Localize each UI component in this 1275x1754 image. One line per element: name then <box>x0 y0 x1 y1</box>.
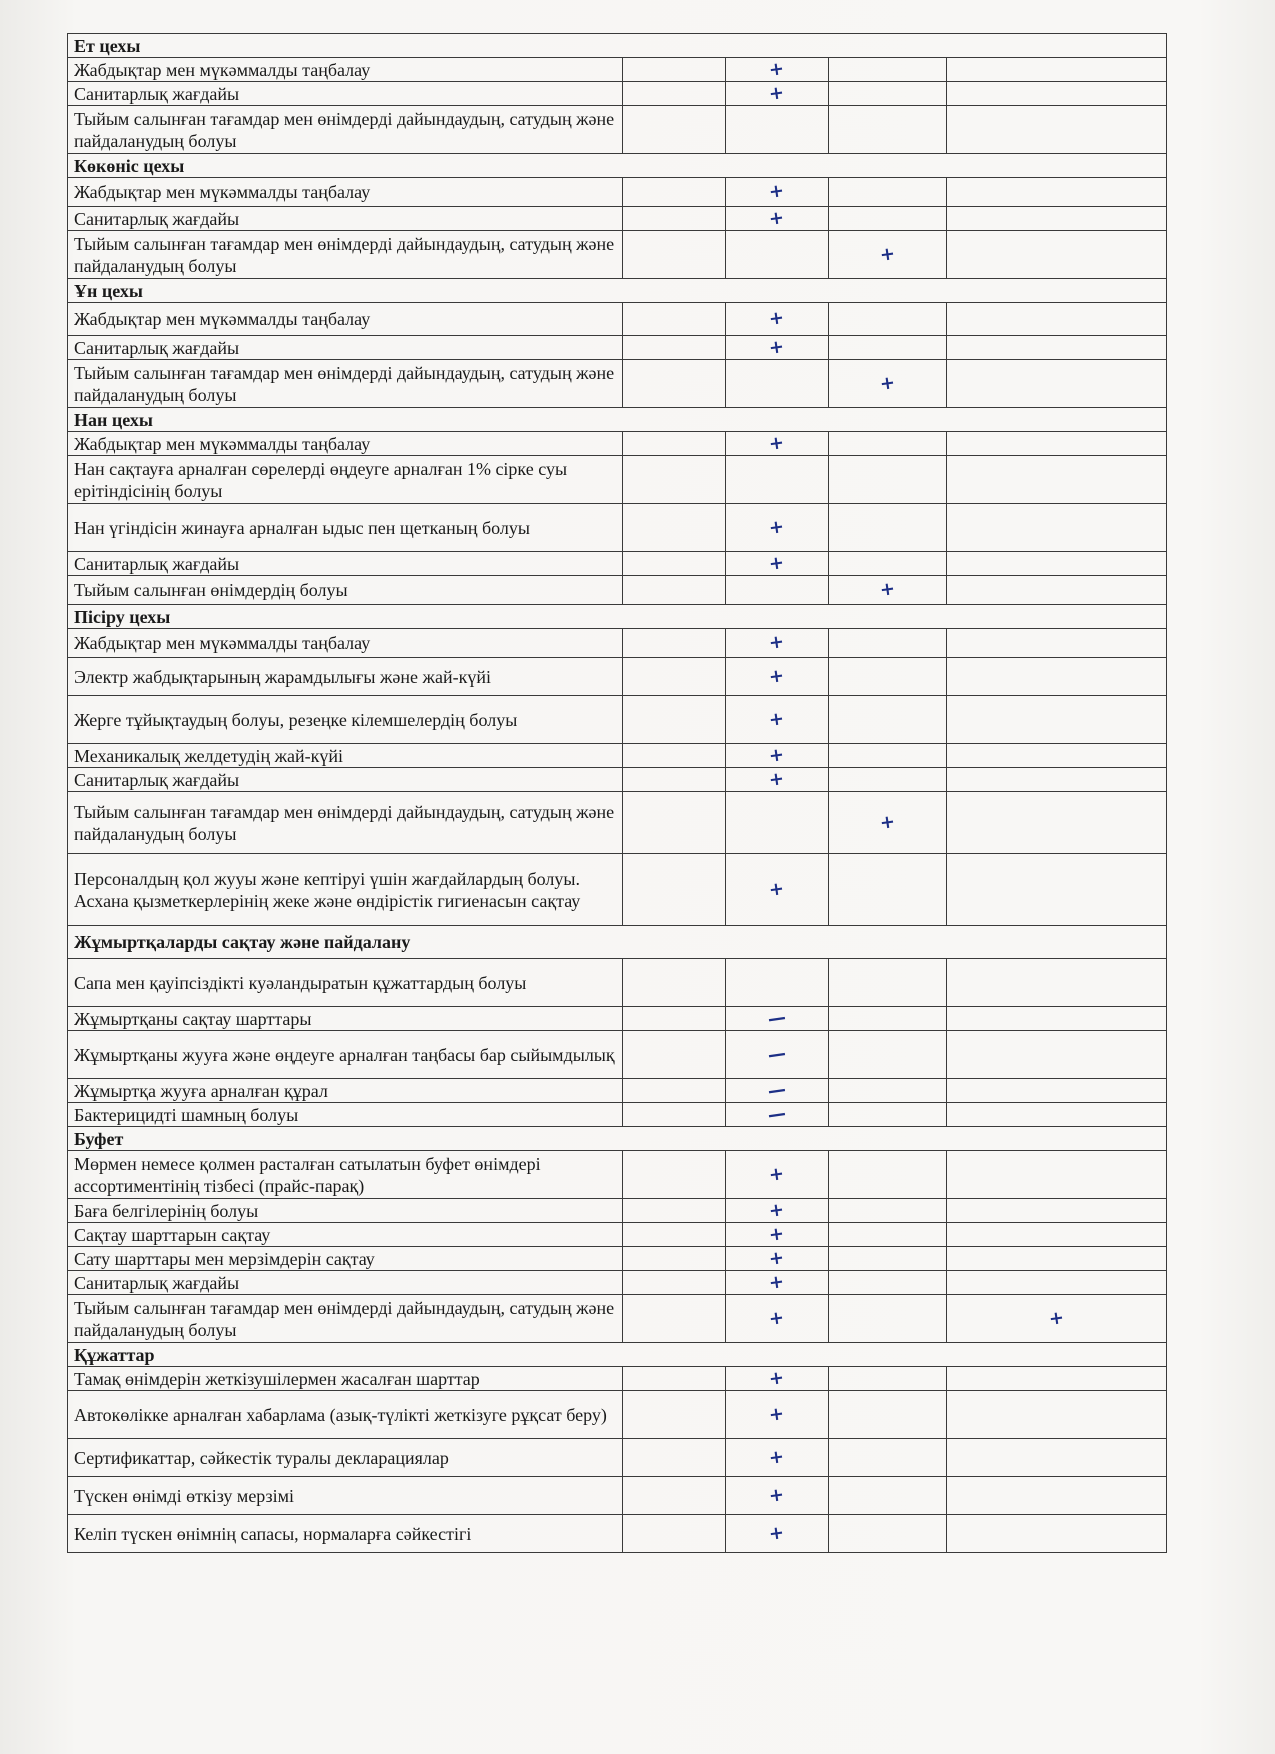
criterion-label: Жұмыртқа жууға арналған құрал <box>68 1079 623 1103</box>
checklist-row <box>68 696 1167 744</box>
mark-cell <box>726 1391 829 1439</box>
criterion-label: Тамақ өнімдерін жеткізушілермен жасалған шарттар <box>68 1367 623 1391</box>
mark-cell <box>726 1199 829 1223</box>
mark-cell <box>947 629 1167 658</box>
mark-cell <box>829 1103 947 1127</box>
mark-cell <box>829 303 947 336</box>
checklist-row <box>68 1007 1167 1031</box>
mark-cell <box>947 456 1167 504</box>
mark-cell <box>829 106 947 154</box>
mark-cell <box>947 58 1167 82</box>
handwritten-mark: + <box>767 1246 786 1270</box>
mark-cell <box>829 1079 947 1103</box>
mark-cell <box>947 959 1167 1007</box>
criterion-label: Жабдықтар мен мүкәммалды таңбалау <box>68 303 623 336</box>
mark-cell <box>829 576 947 605</box>
criterion-label: Келіп түскен өнімнің сапасы, нормаларға сәйкестігі <box>68 1515 623 1553</box>
mark-cell <box>947 854 1167 926</box>
mark-cell <box>726 303 829 336</box>
mark-cell <box>726 629 829 658</box>
handwritten-mark: + <box>767 1222 786 1246</box>
checklist-row <box>68 58 1167 82</box>
mark-cell <box>726 360 829 408</box>
mark-cell <box>829 432 947 456</box>
mark-cell <box>829 959 947 1007</box>
checklist-row <box>68 1477 1167 1515</box>
mark-cell <box>947 207 1167 231</box>
mark-cell <box>947 1199 1167 1223</box>
mark-cell <box>829 1199 947 1223</box>
criterion-label: Сақтау шарттарын сақтау <box>68 1223 623 1247</box>
handwritten-mark: + <box>767 631 786 654</box>
handwritten-mark: + <box>767 1483 786 1507</box>
criterion-label: Тыйым салынған тағамдар мен өнімдерді дайындаудың, сатудың және пайдаланудың болуы <box>68 360 623 408</box>
criterion-label: Санитарлық жағдайы <box>68 1271 623 1295</box>
mark-cell <box>829 629 947 658</box>
checklist-row <box>68 1079 1167 1103</box>
criterion-label: Тыйым салынған тағамдар мен өнімдерді дайындаудың, сатудың және пайдаланудың болуы <box>68 1295 623 1343</box>
checklist-row <box>68 629 1167 658</box>
mark-cell <box>726 1271 829 1295</box>
mark-cell <box>947 1439 1167 1477</box>
handwritten-mark: + <box>767 1198 786 1222</box>
criterion-label: Жабдықтар мен мүкәммалды таңбалау <box>68 629 623 658</box>
mark-cell <box>726 1031 829 1079</box>
mark-cell <box>726 1515 829 1553</box>
criterion-label: Жұмыртқаны сақтау шарттары <box>68 1007 623 1031</box>
mark-cell <box>623 629 726 658</box>
checklist-row <box>68 1247 1167 1271</box>
criterion-label: Тыйым салынған өнімдердің болуы <box>68 576 623 605</box>
mark-cell <box>623 58 726 82</box>
mark-cell <box>623 768 726 792</box>
mark-cell <box>829 1247 947 1271</box>
mark-cell <box>623 1199 726 1223</box>
mark-cell <box>829 1271 947 1295</box>
section-header-row <box>68 926 1167 959</box>
mark-cell <box>947 1007 1167 1031</box>
mark-cell <box>623 1515 726 1553</box>
checklist-row <box>68 231 1167 279</box>
mark-cell <box>623 303 726 336</box>
checklist-row <box>68 1295 1167 1343</box>
mark-cell <box>623 1295 726 1343</box>
mark-cell <box>623 1007 726 1031</box>
mark-cell <box>623 576 726 605</box>
mark-cell <box>623 1367 726 1391</box>
mark-cell <box>623 1439 726 1477</box>
checklist-row <box>68 336 1167 360</box>
handwritten-mark: — <box>766 1102 788 1126</box>
section-header-row <box>68 154 1167 178</box>
checklist-row <box>68 360 1167 408</box>
criterion-label: Тыйым салынған тағамдар мен өнімдерді дайындаудың, сатудың және пайдаланудың болуы <box>68 231 623 279</box>
mark-cell <box>623 1031 726 1079</box>
handwritten-mark: + <box>767 551 786 575</box>
mark-cell <box>947 1151 1167 1199</box>
mark-cell <box>947 1515 1167 1553</box>
section-title: Нан цехы <box>68 408 1167 432</box>
criterion-label: Баға белгілерінің болуы <box>68 1199 623 1223</box>
checklist-row <box>68 959 1167 1007</box>
mark-cell <box>623 1151 726 1199</box>
section-title: Пісіру цехы <box>68 605 1167 629</box>
mark-cell <box>623 82 726 106</box>
mark-cell <box>947 576 1167 605</box>
mark-cell <box>829 768 947 792</box>
mark-cell <box>947 1103 1167 1127</box>
handwritten-mark: + <box>767 1162 786 1186</box>
criterion-label: Санитарлық жағдайы <box>68 336 623 360</box>
handwritten-mark: + <box>767 877 786 901</box>
criterion-label: Бактерицидті шамның болуы <box>68 1103 623 1127</box>
checklist-row <box>68 106 1167 154</box>
checklist-row <box>68 1439 1167 1477</box>
mark-cell <box>947 1391 1167 1439</box>
mark-cell <box>947 178 1167 207</box>
mark-cell <box>947 1247 1167 1271</box>
criterion-label: Нан сақтауға арналған сөрелерді өңдеуге арналған 1% сірке суы ерітіндісінің болуы <box>68 456 623 504</box>
mark-cell <box>947 360 1167 408</box>
mark-cell <box>623 1477 726 1515</box>
checklist-row <box>68 658 1167 696</box>
mark-cell <box>623 360 726 408</box>
handwritten-mark: + <box>767 707 786 731</box>
mark-cell <box>726 207 829 231</box>
mark-cell <box>829 1391 947 1439</box>
mark-cell <box>829 658 947 696</box>
mark-cell <box>829 1295 947 1343</box>
criterion-label: Сапа мен қауіпсіздікті куәландыратын құжаттардың болуы <box>68 959 623 1007</box>
inspection-checklist-table <box>67 33 1167 1553</box>
criterion-label: Жабдықтар мен мүкәммалды таңбалау <box>68 58 623 82</box>
mark-cell <box>829 360 947 408</box>
mark-cell <box>829 1439 947 1477</box>
mark-cell <box>726 744 829 768</box>
mark-cell <box>947 336 1167 360</box>
handwritten-mark: + <box>767 743 786 767</box>
mark-cell <box>829 504 947 552</box>
mark-cell <box>726 1295 829 1343</box>
checklist-row <box>68 178 1167 207</box>
mark-cell <box>623 336 726 360</box>
section-title: Буфет <box>68 1127 1167 1151</box>
mark-cell <box>623 231 726 279</box>
mark-cell <box>829 1223 947 1247</box>
criterion-label: Санитарлық жағдайы <box>68 82 623 106</box>
mark-cell <box>623 744 726 768</box>
mark-cell <box>829 336 947 360</box>
criterion-label: Санитарлық жағдайы <box>68 207 623 231</box>
mark-cell <box>726 82 829 106</box>
section-title: Құжаттар <box>68 1343 1167 1367</box>
checklist-row <box>68 303 1167 336</box>
handwritten-mark: + <box>1047 1306 1066 1330</box>
section-header-row <box>68 279 1167 303</box>
checklist-row <box>68 1367 1167 1391</box>
mark-cell <box>947 231 1167 279</box>
mark-cell <box>947 744 1167 768</box>
mark-cell <box>829 696 947 744</box>
mark-cell <box>623 1079 726 1103</box>
handwritten-mark: + <box>878 242 897 266</box>
handwritten-mark: + <box>767 180 786 203</box>
handwritten-mark: + <box>767 1366 786 1390</box>
criterion-label: Нан үгіндісін жинауға арналған ыдыс пен щетканың болуы <box>68 504 623 552</box>
handwritten-mark: + <box>767 1445 786 1469</box>
checklist-row <box>68 744 1167 768</box>
criterion-label: Жабдықтар мен мүкәммалды таңбалау <box>68 432 623 456</box>
mark-cell <box>726 504 829 552</box>
mark-cell <box>623 456 726 504</box>
checklist-row <box>68 1223 1167 1247</box>
mark-cell <box>947 552 1167 576</box>
checklist-row <box>68 1515 1167 1553</box>
mark-cell <box>947 1223 1167 1247</box>
mark-cell <box>623 1271 726 1295</box>
criterion-label: Санитарлық жағдайы <box>68 552 623 576</box>
criterion-label: Санитарлық жағдайы <box>68 768 623 792</box>
mark-cell <box>726 1477 829 1515</box>
mark-cell <box>829 82 947 106</box>
mark-cell <box>726 432 829 456</box>
mark-cell <box>623 696 726 744</box>
handwritten-mark: + <box>767 206 786 230</box>
mark-cell <box>623 432 726 456</box>
mark-cell <box>726 696 829 744</box>
mark-cell <box>623 106 726 154</box>
mark-cell <box>726 1247 829 1271</box>
section-header-row <box>68 605 1167 629</box>
mark-cell <box>829 207 947 231</box>
mark-cell <box>947 1295 1167 1343</box>
mark-cell <box>623 658 726 696</box>
checklist-row <box>68 207 1167 231</box>
mark-cell <box>947 504 1167 552</box>
mark-cell <box>829 1007 947 1031</box>
handwritten-mark: + <box>767 1402 786 1426</box>
mark-cell <box>726 959 829 1007</box>
mark-cell <box>726 1367 829 1391</box>
mark-cell <box>829 1151 947 1199</box>
mark-cell <box>947 303 1167 336</box>
criterion-label: Мөрмен немесе қолмен расталған сатылатын буфет өнімдері ассортиментінің тізбесі (прайс-парақ) <box>68 1151 623 1199</box>
criterion-label: Механикалық желдетудің жай-күйі <box>68 744 623 768</box>
criterion-label: Электр жабдықтарының жарамдылығы және жай-күйі <box>68 658 623 696</box>
mark-cell <box>726 768 829 792</box>
handwritten-mark: + <box>767 335 786 359</box>
mark-cell <box>829 1031 947 1079</box>
handwritten-mark: + <box>767 1306 786 1330</box>
mark-cell <box>726 58 829 82</box>
checklist-row <box>68 456 1167 504</box>
mark-cell <box>829 231 947 279</box>
mark-cell <box>726 1007 829 1031</box>
mark-cell <box>623 792 726 854</box>
mark-cell <box>726 106 829 154</box>
checklist-row <box>68 432 1167 456</box>
section-header-row <box>68 34 1167 58</box>
mark-cell <box>726 178 829 207</box>
mark-cell <box>623 552 726 576</box>
mark-cell <box>829 552 947 576</box>
section-title: Ұн цехы <box>68 279 1167 303</box>
mark-cell <box>623 178 726 207</box>
mark-cell <box>829 1477 947 1515</box>
handwritten-mark: + <box>767 664 786 688</box>
handwritten-mark: — <box>766 1042 788 1066</box>
criterion-label: Түскен өнімді өткізу мерзімі <box>68 1477 623 1515</box>
mark-cell <box>947 1477 1167 1515</box>
mark-cell <box>726 792 829 854</box>
handwritten-mark: + <box>878 371 897 395</box>
mark-cell <box>726 1223 829 1247</box>
handwritten-mark: + <box>767 57 786 81</box>
checklist-row <box>68 576 1167 605</box>
checklist-row <box>68 504 1167 552</box>
mark-cell <box>947 1031 1167 1079</box>
criterion-label: Автокөлікке арналған хабарлама (азық-түлікті жеткізуге рұқсат беру) <box>68 1391 623 1439</box>
section-title: Жұмыртқаларды сақтау және пайдалану <box>68 926 1167 959</box>
mark-cell <box>726 576 829 605</box>
mark-cell <box>726 1103 829 1127</box>
handwritten-mark: + <box>767 1270 786 1294</box>
checklist-row <box>68 792 1167 854</box>
section-title: Ет цехы <box>68 34 1167 58</box>
criterion-label: Тыйым салынған тағамдар мен өнімдерді дайындаудың, сатудың және пайдаланудың болуы <box>68 106 623 154</box>
mark-cell <box>726 1079 829 1103</box>
criterion-label: Сату шарттары мен мерзімдерін сақтау <box>68 1247 623 1271</box>
mark-cell <box>829 792 947 854</box>
handwritten-mark: + <box>767 1521 786 1545</box>
mark-cell <box>623 959 726 1007</box>
mark-cell <box>623 504 726 552</box>
handwritten-mark: + <box>767 307 786 330</box>
mark-cell <box>829 456 947 504</box>
handwritten-mark: + <box>767 515 786 539</box>
section-header-row <box>68 408 1167 432</box>
mark-cell <box>726 552 829 576</box>
checklist-row <box>68 1031 1167 1079</box>
checklist-row <box>68 82 1167 106</box>
mark-cell <box>726 1439 829 1477</box>
mark-cell <box>726 854 829 926</box>
handwritten-mark: + <box>767 81 786 105</box>
mark-cell <box>829 1515 947 1553</box>
mark-cell <box>829 58 947 82</box>
checklist-row <box>68 768 1167 792</box>
mark-cell <box>829 854 947 926</box>
mark-cell <box>947 106 1167 154</box>
mark-cell <box>947 696 1167 744</box>
section-header-row <box>68 1343 1167 1367</box>
criterion-label: Жұмыртқаны жууға және өңдеуге арналған таңбасы бар сыйымдылық <box>68 1031 623 1079</box>
checklist-row <box>68 854 1167 926</box>
criterion-label: Персоналдың қол жууы және кептіруі үшін жағдайлардың болуы. Асхана қызметкерлерінің жеке және өндірістік гигиенасын сақтау <box>68 854 623 926</box>
mark-cell <box>726 658 829 696</box>
mark-cell <box>623 854 726 926</box>
section-title: Көкөніс цехы <box>68 154 1167 178</box>
mark-cell <box>726 336 829 360</box>
mark-cell <box>947 1079 1167 1103</box>
mark-cell <box>947 768 1167 792</box>
mark-cell <box>947 658 1167 696</box>
mark-cell <box>947 432 1167 456</box>
checklist-row <box>68 1391 1167 1439</box>
checklist-row <box>68 552 1167 576</box>
checklist-row <box>68 1199 1167 1223</box>
mark-cell <box>947 1271 1167 1295</box>
mark-cell <box>623 1223 726 1247</box>
checklist-row <box>68 1271 1167 1295</box>
criterion-label: Сертификаттар, сәйкестік туралы декларациялар <box>68 1439 623 1477</box>
mark-cell <box>829 744 947 768</box>
mark-cell <box>947 792 1167 854</box>
mark-cell <box>829 1367 947 1391</box>
mark-cell <box>726 456 829 504</box>
section-header-row <box>68 1127 1167 1151</box>
mark-cell <box>623 1391 726 1439</box>
mark-cell <box>726 231 829 279</box>
checklist-row <box>68 1151 1167 1199</box>
mark-cell <box>947 82 1167 106</box>
mark-cell <box>623 1247 726 1271</box>
criterion-label: Жерге тұйықтаудың болуы, резеңке кілемшелердің болуы <box>68 696 623 744</box>
checklist-row <box>68 1103 1167 1127</box>
mark-cell <box>947 1367 1167 1391</box>
handwritten-mark: + <box>878 578 897 601</box>
mark-cell <box>623 1103 726 1127</box>
mark-cell <box>623 207 726 231</box>
handwritten-mark: + <box>767 767 786 791</box>
criterion-label: Жабдықтар мен мүкәммалды таңбалау <box>68 178 623 207</box>
handwritten-mark: — <box>766 1078 788 1102</box>
criterion-label: Тыйым салынған тағамдар мен өнімдерді дайындаудың, сатудың және пайдаланудың болуы <box>68 792 623 854</box>
mark-cell <box>726 1151 829 1199</box>
mark-cell <box>829 178 947 207</box>
handwritten-mark: + <box>878 810 897 834</box>
handwritten-mark: + <box>767 431 786 455</box>
handwritten-mark: — <box>766 1006 788 1030</box>
